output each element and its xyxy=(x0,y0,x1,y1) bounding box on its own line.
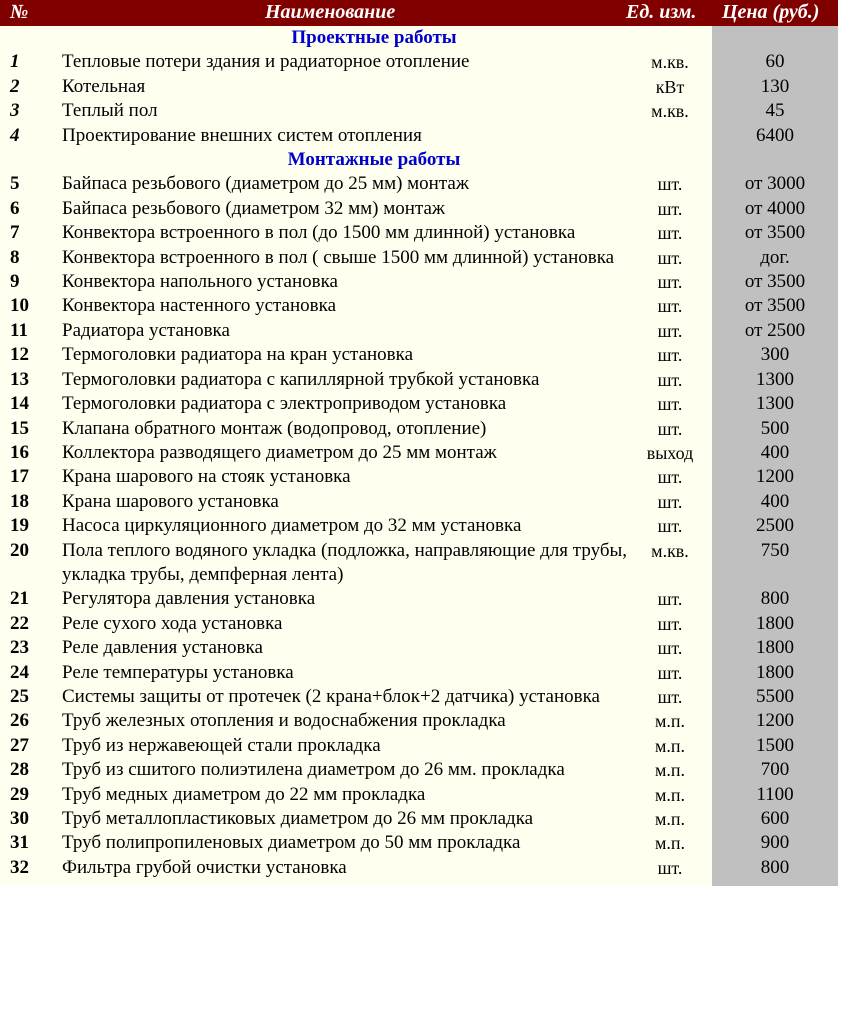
row-number: 28 xyxy=(10,759,29,781)
table-row xyxy=(0,539,838,588)
row-name: Проектирование внешних систем отопления xyxy=(62,124,422,146)
row-number: 3 xyxy=(10,100,20,122)
row-price: от 3500 xyxy=(744,222,806,244)
row-number: 7 xyxy=(10,222,20,244)
table-row xyxy=(0,514,838,538)
row-unit: шт. xyxy=(657,662,683,683)
row-name: Клапана обратного монтаж (водопровод, отопление) xyxy=(62,417,487,439)
table-row xyxy=(0,392,838,416)
row-price: 300 xyxy=(760,344,790,366)
row-name: Конвектора настенного установка xyxy=(62,295,336,317)
table-row xyxy=(0,465,838,489)
row-number: 6 xyxy=(10,197,20,219)
row-name: Труб медных диаметром до 22 мм прокладка xyxy=(62,783,426,805)
row-number: 19 xyxy=(10,515,29,537)
row-price: 1300 xyxy=(756,368,794,390)
row-unit: шт. xyxy=(657,272,683,293)
row-price: 500 xyxy=(760,417,790,439)
row-price: 1800 xyxy=(756,612,794,634)
row-price: от 2500 xyxy=(744,319,806,341)
row-unit: м.кв. xyxy=(651,52,689,73)
table-row xyxy=(0,99,838,123)
row-price: 1300 xyxy=(756,393,794,415)
row-number: 2 xyxy=(10,75,20,97)
row-unit: шт. xyxy=(657,345,683,366)
table-row xyxy=(0,368,838,392)
row-price: 60 xyxy=(765,51,785,73)
header-unit: Ед. изм. xyxy=(626,1,697,23)
row-name: Байпаса резьбового (диаметром 32 мм) монтаж xyxy=(62,197,446,219)
row-unit: шт. xyxy=(657,686,683,707)
table-row xyxy=(0,270,838,294)
table-row xyxy=(0,294,838,318)
row-price: 1200 xyxy=(756,466,794,488)
row-price: 1500 xyxy=(756,734,794,756)
row-name: Конвектора встроенного в пол ( свыше 1500 мм длинной) установка xyxy=(62,246,615,268)
row-name: Крана шарового на стояк установка xyxy=(62,466,351,488)
row-number: 25 xyxy=(10,685,29,707)
row-number: 15 xyxy=(10,417,29,439)
row-price: 800 xyxy=(760,588,790,610)
row-price: от 3500 xyxy=(744,271,806,293)
table-body xyxy=(0,26,838,886)
row-unit: шт. xyxy=(657,320,683,341)
table-row xyxy=(0,636,838,660)
table-row xyxy=(0,783,838,807)
row-name: Труб железных отопления и водоснабжения прокладка xyxy=(62,710,506,732)
row-name: Реле сухого хода установка xyxy=(62,612,283,634)
row-unit: м.кв. xyxy=(651,101,689,122)
row-number: 29 xyxy=(10,783,29,805)
row-unit: м.п. xyxy=(654,711,686,732)
row-name: Тепловые потери здания и радиаторное отопление xyxy=(62,51,470,73)
row-number: 20 xyxy=(10,539,29,561)
row-price: 400 xyxy=(760,490,790,512)
row-name: Труб металлопластиковых диаметром до 26 мм прокладка xyxy=(62,808,534,829)
row-price: 800 xyxy=(760,856,790,878)
table-row xyxy=(0,661,838,685)
table-row xyxy=(0,856,838,880)
row-name: Системы защиты от протечек (2 крана+блок+2 датчика) установка xyxy=(62,685,600,707)
row-unit: шт. xyxy=(657,467,683,488)
row-number: 11 xyxy=(10,319,28,341)
table-row xyxy=(0,246,838,270)
row-number: 26 xyxy=(10,710,29,732)
table-row xyxy=(0,197,838,221)
row-name: Труб полипропиленовых диаметром до 50 мм прокладка xyxy=(62,832,521,854)
row-unit: м.п. xyxy=(654,833,686,854)
row-number: 18 xyxy=(10,490,29,512)
table-row xyxy=(0,807,838,831)
row-price: 1800 xyxy=(756,637,794,659)
table-row xyxy=(0,221,838,245)
table-row xyxy=(0,343,838,367)
table-row xyxy=(0,172,838,196)
row-price: от 3500 xyxy=(744,295,806,317)
row-number: 4 xyxy=(10,124,20,146)
section-title: Проектные работы xyxy=(291,27,457,48)
table-row xyxy=(0,587,838,611)
row-number: 12 xyxy=(10,344,29,366)
table-row xyxy=(0,734,838,758)
row-number: 27 xyxy=(10,734,29,756)
row-number: 23 xyxy=(10,637,29,659)
row-unit: кВт xyxy=(655,76,685,97)
row-number: 21 xyxy=(10,588,29,610)
row-price: 5500 xyxy=(756,685,794,707)
row-number: 9 xyxy=(10,271,20,293)
table-row xyxy=(0,831,838,855)
header-name: Наименование xyxy=(265,1,396,23)
row-number: 31 xyxy=(10,832,29,854)
row-name: Конвектора напольного установка xyxy=(62,271,338,293)
row-unit: м.п. xyxy=(654,809,686,829)
row-price: 6400 xyxy=(756,124,794,146)
row-number: 14 xyxy=(10,393,29,415)
row-name: Крана шарового установка xyxy=(62,490,279,512)
table-row xyxy=(0,612,838,636)
row-number: 16 xyxy=(10,441,29,463)
row-price: 900 xyxy=(760,832,790,854)
row-name: Насоса циркуляционного диаметром до 32 мм установка xyxy=(62,515,522,537)
row-price: 2500 xyxy=(756,515,794,537)
row-number: 13 xyxy=(10,368,29,390)
row-name: Труб из нержавеющей стали прокладка xyxy=(62,734,381,756)
table-row xyxy=(0,490,838,514)
row-unit: шт. xyxy=(657,223,683,244)
row-number: 30 xyxy=(10,808,29,829)
row-name: Термоголовки радиатора с капиллярной трубкой установка xyxy=(62,368,540,390)
row-price: от 3000 xyxy=(744,173,806,195)
row-unit: шт. xyxy=(657,857,683,878)
row-price: 1100 xyxy=(756,783,794,805)
row-unit: шт. xyxy=(657,369,683,390)
row-number: 10 xyxy=(10,295,29,317)
row-name: Байпаса резьбового (диаметром до 25 мм) монтаж xyxy=(62,173,469,195)
table-row xyxy=(0,417,838,441)
section-heading xyxy=(0,26,838,50)
row-unit: м.п. xyxy=(654,735,686,756)
row-unit: шт. xyxy=(657,491,683,512)
header-number: № xyxy=(10,1,29,23)
row-unit: шт. xyxy=(657,418,683,439)
row-name: Радиатора установка xyxy=(62,319,230,341)
row-unit: шт. xyxy=(657,198,683,219)
row-unit: м.п. xyxy=(654,760,686,781)
row-number: 5 xyxy=(10,173,20,195)
row-name: Реле температуры установка xyxy=(62,661,294,683)
row-number: 8 xyxy=(10,246,20,268)
row-unit: м.п. xyxy=(654,784,686,805)
row-unit: шт. xyxy=(657,589,683,610)
row-name: Коллектора разводящего диаметром до 25 мм монтаж xyxy=(62,441,497,463)
row-price: 45 xyxy=(765,100,785,122)
row-unit: шт. xyxy=(657,516,683,537)
row-unit: шт. xyxy=(657,247,683,268)
table-row xyxy=(0,319,838,343)
row-number: 17 xyxy=(10,466,29,488)
row-unit: шт. xyxy=(657,394,683,415)
row-price: от 4000 xyxy=(744,197,806,219)
row-number: 22 xyxy=(10,612,29,634)
row-name: Термоголовки радиатора на кран установка xyxy=(62,344,414,366)
row-name: Пола теплого водяного укладка (подложка, направляющие для трубы, укладка трубы, демпферная лента) xyxy=(62,539,628,585)
section-heading xyxy=(0,148,838,172)
section-title: Монтажные работы xyxy=(287,149,461,171)
row-unit: шт. xyxy=(657,296,683,317)
row-price: 1800 xyxy=(756,661,794,683)
table-row xyxy=(0,758,838,782)
table-row xyxy=(0,50,838,74)
row-unit: выход xyxy=(646,442,694,463)
row-unit: шт. xyxy=(657,174,683,195)
row-unit: шт. xyxy=(657,638,683,659)
row-number: 32 xyxy=(10,856,29,878)
row-price: 130 xyxy=(760,75,790,97)
header-price: Цена (руб.) xyxy=(722,1,820,23)
row-price: 750 xyxy=(760,539,790,561)
row-name: Регулятора давления установка xyxy=(62,588,316,610)
table-header xyxy=(0,0,838,26)
row-price: дог. xyxy=(760,246,790,268)
row-unit: шт. xyxy=(657,613,683,634)
row-name: Реле давления установка xyxy=(62,637,263,659)
row-price: 600 xyxy=(760,808,790,829)
row-number: 24 xyxy=(10,661,29,683)
table-row xyxy=(0,75,838,99)
row-name: Термоголовки радиатора с электроприводом установка xyxy=(62,393,507,415)
row-number: 1 xyxy=(10,51,20,73)
table-row xyxy=(0,124,838,148)
row-price: 1200 xyxy=(756,710,794,732)
table-row xyxy=(0,709,838,733)
row-name: Конвектора встроенного в пол (до 1500 мм длинной) установка xyxy=(62,222,576,244)
row-name: Теплый пол xyxy=(62,100,158,122)
row-price: 700 xyxy=(760,759,790,781)
row-name: Труб из сшитого полиэтилена диаметром до 26 мм. прокладка xyxy=(62,759,565,781)
row-price: 400 xyxy=(760,441,790,463)
row-name: Фильтра грубой очистки установка xyxy=(62,856,347,878)
row-name: Котельная xyxy=(62,75,146,97)
row-unit: м.кв. xyxy=(651,540,689,561)
table-row xyxy=(0,685,838,709)
table-row xyxy=(0,441,838,465)
